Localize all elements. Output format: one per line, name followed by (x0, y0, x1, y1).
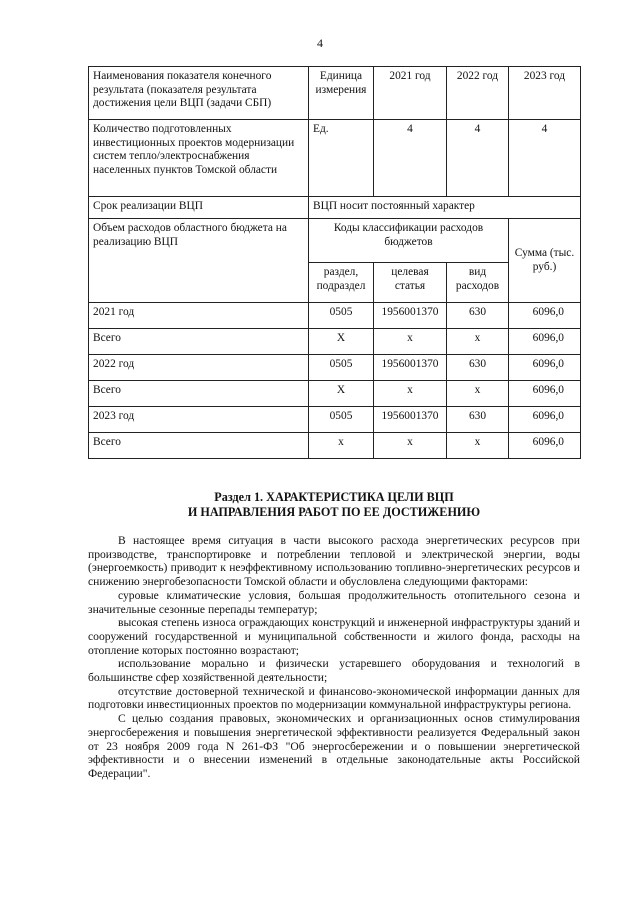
paragraph: использование морально и физически устаревшего оборудования и технологий в большинстве сфер хозяйственной деятельности; (88, 657, 580, 685)
header-indicator: Наименования показателя конечного результата (показателя результата достижения цели ВЦП (задачи СБП) (89, 67, 309, 120)
header-2022: 2022 год (447, 67, 509, 120)
table-header-row (89, 67, 581, 120)
quantity-2022: 4 (447, 120, 509, 197)
section-title (88, 490, 580, 520)
row-section: X (309, 381, 374, 407)
row-type: 630 (447, 407, 509, 433)
term-value: ВЦП носит постоянный характер (309, 197, 581, 219)
row-type: 630 (447, 303, 509, 329)
section-title-line-2: И НАПРАВЛЕНИЯ РАБОТ ПО ЕЕ ДОСТИЖЕНИЮ (187, 505, 481, 519)
table-row (89, 381, 581, 407)
quantity-row (89, 120, 581, 197)
term-row (89, 197, 581, 219)
table-row (89, 329, 581, 355)
expenses-label: Объем расходов областного бюджета на реализацию ВЦП (89, 219, 309, 303)
paragraph: суровые климатические условия, большая продолжительность отопительного сезона и значительные сезонные перепады температур; (88, 588, 580, 616)
row-sum: 6096,0 (509, 433, 581, 459)
row-section: X (309, 329, 374, 355)
row-label: 2023 год (89, 407, 309, 433)
sum-header: Сумма (тыс. руб.) (509, 219, 581, 303)
row-type: x (447, 329, 509, 355)
section-body (88, 534, 580, 781)
row-section: 0505 (309, 407, 374, 433)
paragraph: отсутствие достоверной технической и финансово-экономической информации данных для подготовки инвестиционных проектов по модернизации коммунальной инфраструктуры региона. (88, 684, 580, 712)
col-section-header: раздел, подраздел (309, 263, 374, 303)
term-label: Срок реализации ВЦП (89, 197, 309, 219)
quantity-2023: 4 (509, 120, 581, 197)
codes-header: Коды классификации расходов бюджетов (309, 219, 509, 263)
quantity-label: Количество подготовленных инвестиционных проектов модернизации систем тепло/электроснабжения населенных пунктов Томской области (89, 120, 309, 197)
paragraph: высокая степень износа ограждающих конструкций и инженерной инфраструктуры зданий и сооружений государственной и муниципальной собственности и жилого фонда, расходы на отопление которых постоянно возрастают; (88, 616, 580, 657)
row-sum: 6096,0 (509, 381, 581, 407)
row-target: x (374, 433, 447, 459)
passport-table (88, 66, 581, 459)
table-row (89, 407, 581, 433)
row-sum: 6096,0 (509, 303, 581, 329)
row-label: Всего (89, 329, 309, 355)
row-section: 0505 (309, 303, 374, 329)
row-type: x (447, 433, 509, 459)
quantity-2021: 4 (374, 120, 447, 197)
col-target-header: целевая статья (374, 263, 447, 303)
row-label: Всего (89, 381, 309, 407)
col-type-header: вид расходов (447, 263, 509, 303)
paragraph: С целью создания правовых, экономических и организационных основ стимулирования энергосбережения и повышения энергетической эффективности реализуется Федеральный закон от 23 ноября 2009 года N 261-ФЗ "Об энергосбережении и о повышении энергетической эффективности и о внесении изменений в отдельные законодательные акты Российской Федерации". (88, 712, 580, 780)
row-target: 1956001370 (374, 407, 447, 433)
row-label: 2022 год (89, 355, 309, 381)
row-type: x (447, 381, 509, 407)
expenses-header-row (89, 219, 581, 263)
header-2023: 2023 год (509, 67, 581, 120)
row-section: x (309, 433, 374, 459)
paragraph: В настоящее время ситуация в части высокого расхода энергетических ресурсов при производстве, транспортировке и потреблении тепловой и электрической энергии, воды (энергоемкость) приводит к неэффективному использованию топливно-энергетических ресурсов и снижению энергобезопасности Томской области и обусловлена следующими факторами: (88, 534, 580, 589)
row-sum: 6096,0 (509, 355, 581, 381)
row-target: 1956001370 (374, 355, 447, 381)
row-type: 630 (447, 355, 509, 381)
row-target: 1956001370 (374, 303, 447, 329)
section-title-line-1: Раздел 1. ХАРАКТЕРИСТИКА ЦЕЛИ ВЦП (214, 490, 454, 504)
row-sum: 6096,0 (509, 329, 581, 355)
row-section: 0505 (309, 355, 374, 381)
row-label: 2021 год (89, 303, 309, 329)
quantity-unit: Ед. (309, 120, 374, 197)
header-unit: Единица измерения (309, 67, 374, 120)
header-2021: 2021 год (374, 67, 447, 120)
row-label: Всего (89, 433, 309, 459)
row-target: x (374, 329, 447, 355)
row-target: x (374, 381, 447, 407)
table-row (89, 355, 581, 381)
table-row (89, 303, 581, 329)
table-row (89, 433, 581, 459)
row-sum: 6096,0 (509, 407, 581, 433)
page-number: 4 (317, 36, 323, 50)
